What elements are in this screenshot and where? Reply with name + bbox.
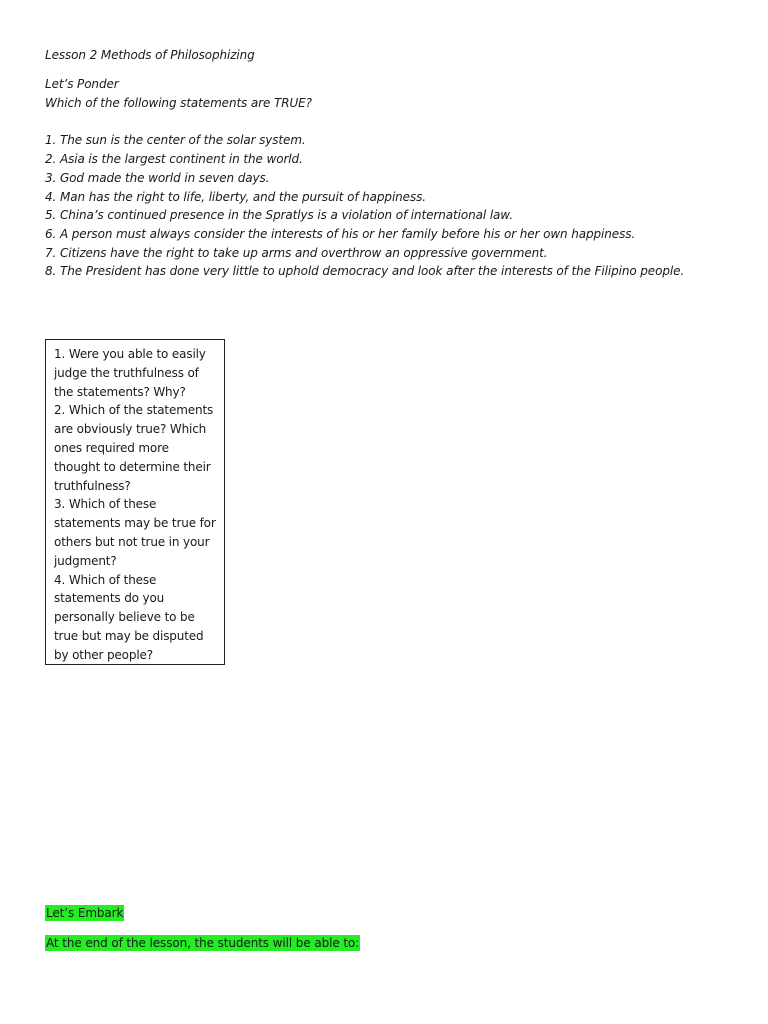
- reflection-question: 2. Which of the statements are obviously true? Which ones required more thought to determine their truthfulness?: [54, 403, 214, 493]
- statement-item: 1. The sun is the center of the solar system.: [45, 133, 306, 147]
- reflection-question: 4. Which of these statements do you personally believe to be true but may be disputed by other people?: [54, 572, 204, 662]
- statement-item: 5. China’s continued presence in the Spratlys is a violation of international law.: [45, 208, 513, 222]
- reflection-questions-box: [45, 339, 225, 665]
- statement-item: 8. The President has done very little to uphold democracy and look after the interests of the Filipino people.: [45, 264, 685, 278]
- statement-item: 2. Asia is the largest continent in the world.: [45, 152, 303, 166]
- ponder-prompt: Which of the following statements are TRUE?: [45, 96, 312, 110]
- statement-item: 4. Man has the right to life, liberty, and the pursuit of happiness.: [45, 190, 426, 204]
- statement-item: 3. God made the world in seven days.: [45, 171, 270, 185]
- embark-heading: Let’s Embark: [46, 906, 124, 920]
- statement-item: 6. A person must always consider the interests of his or her family before his or her own happiness.: [45, 227, 636, 241]
- lesson-title: Lesson 2 Methods of Philosophizing: [45, 48, 255, 62]
- reflection-question: 3. Which of these statements may be true for others but not true in your judgment?: [54, 497, 216, 568]
- ponder-heading: Let’s Ponder: [45, 77, 119, 91]
- statement-item: 7. Citizens have the right to take up arms and overthrow an oppressive government.: [45, 246, 548, 260]
- reflection-question: 1. Were you able to easily judge the truthfulness of the statements? Why?: [54, 347, 206, 399]
- embark-intro: At the end of the lesson, the students will be able to:: [46, 936, 360, 950]
